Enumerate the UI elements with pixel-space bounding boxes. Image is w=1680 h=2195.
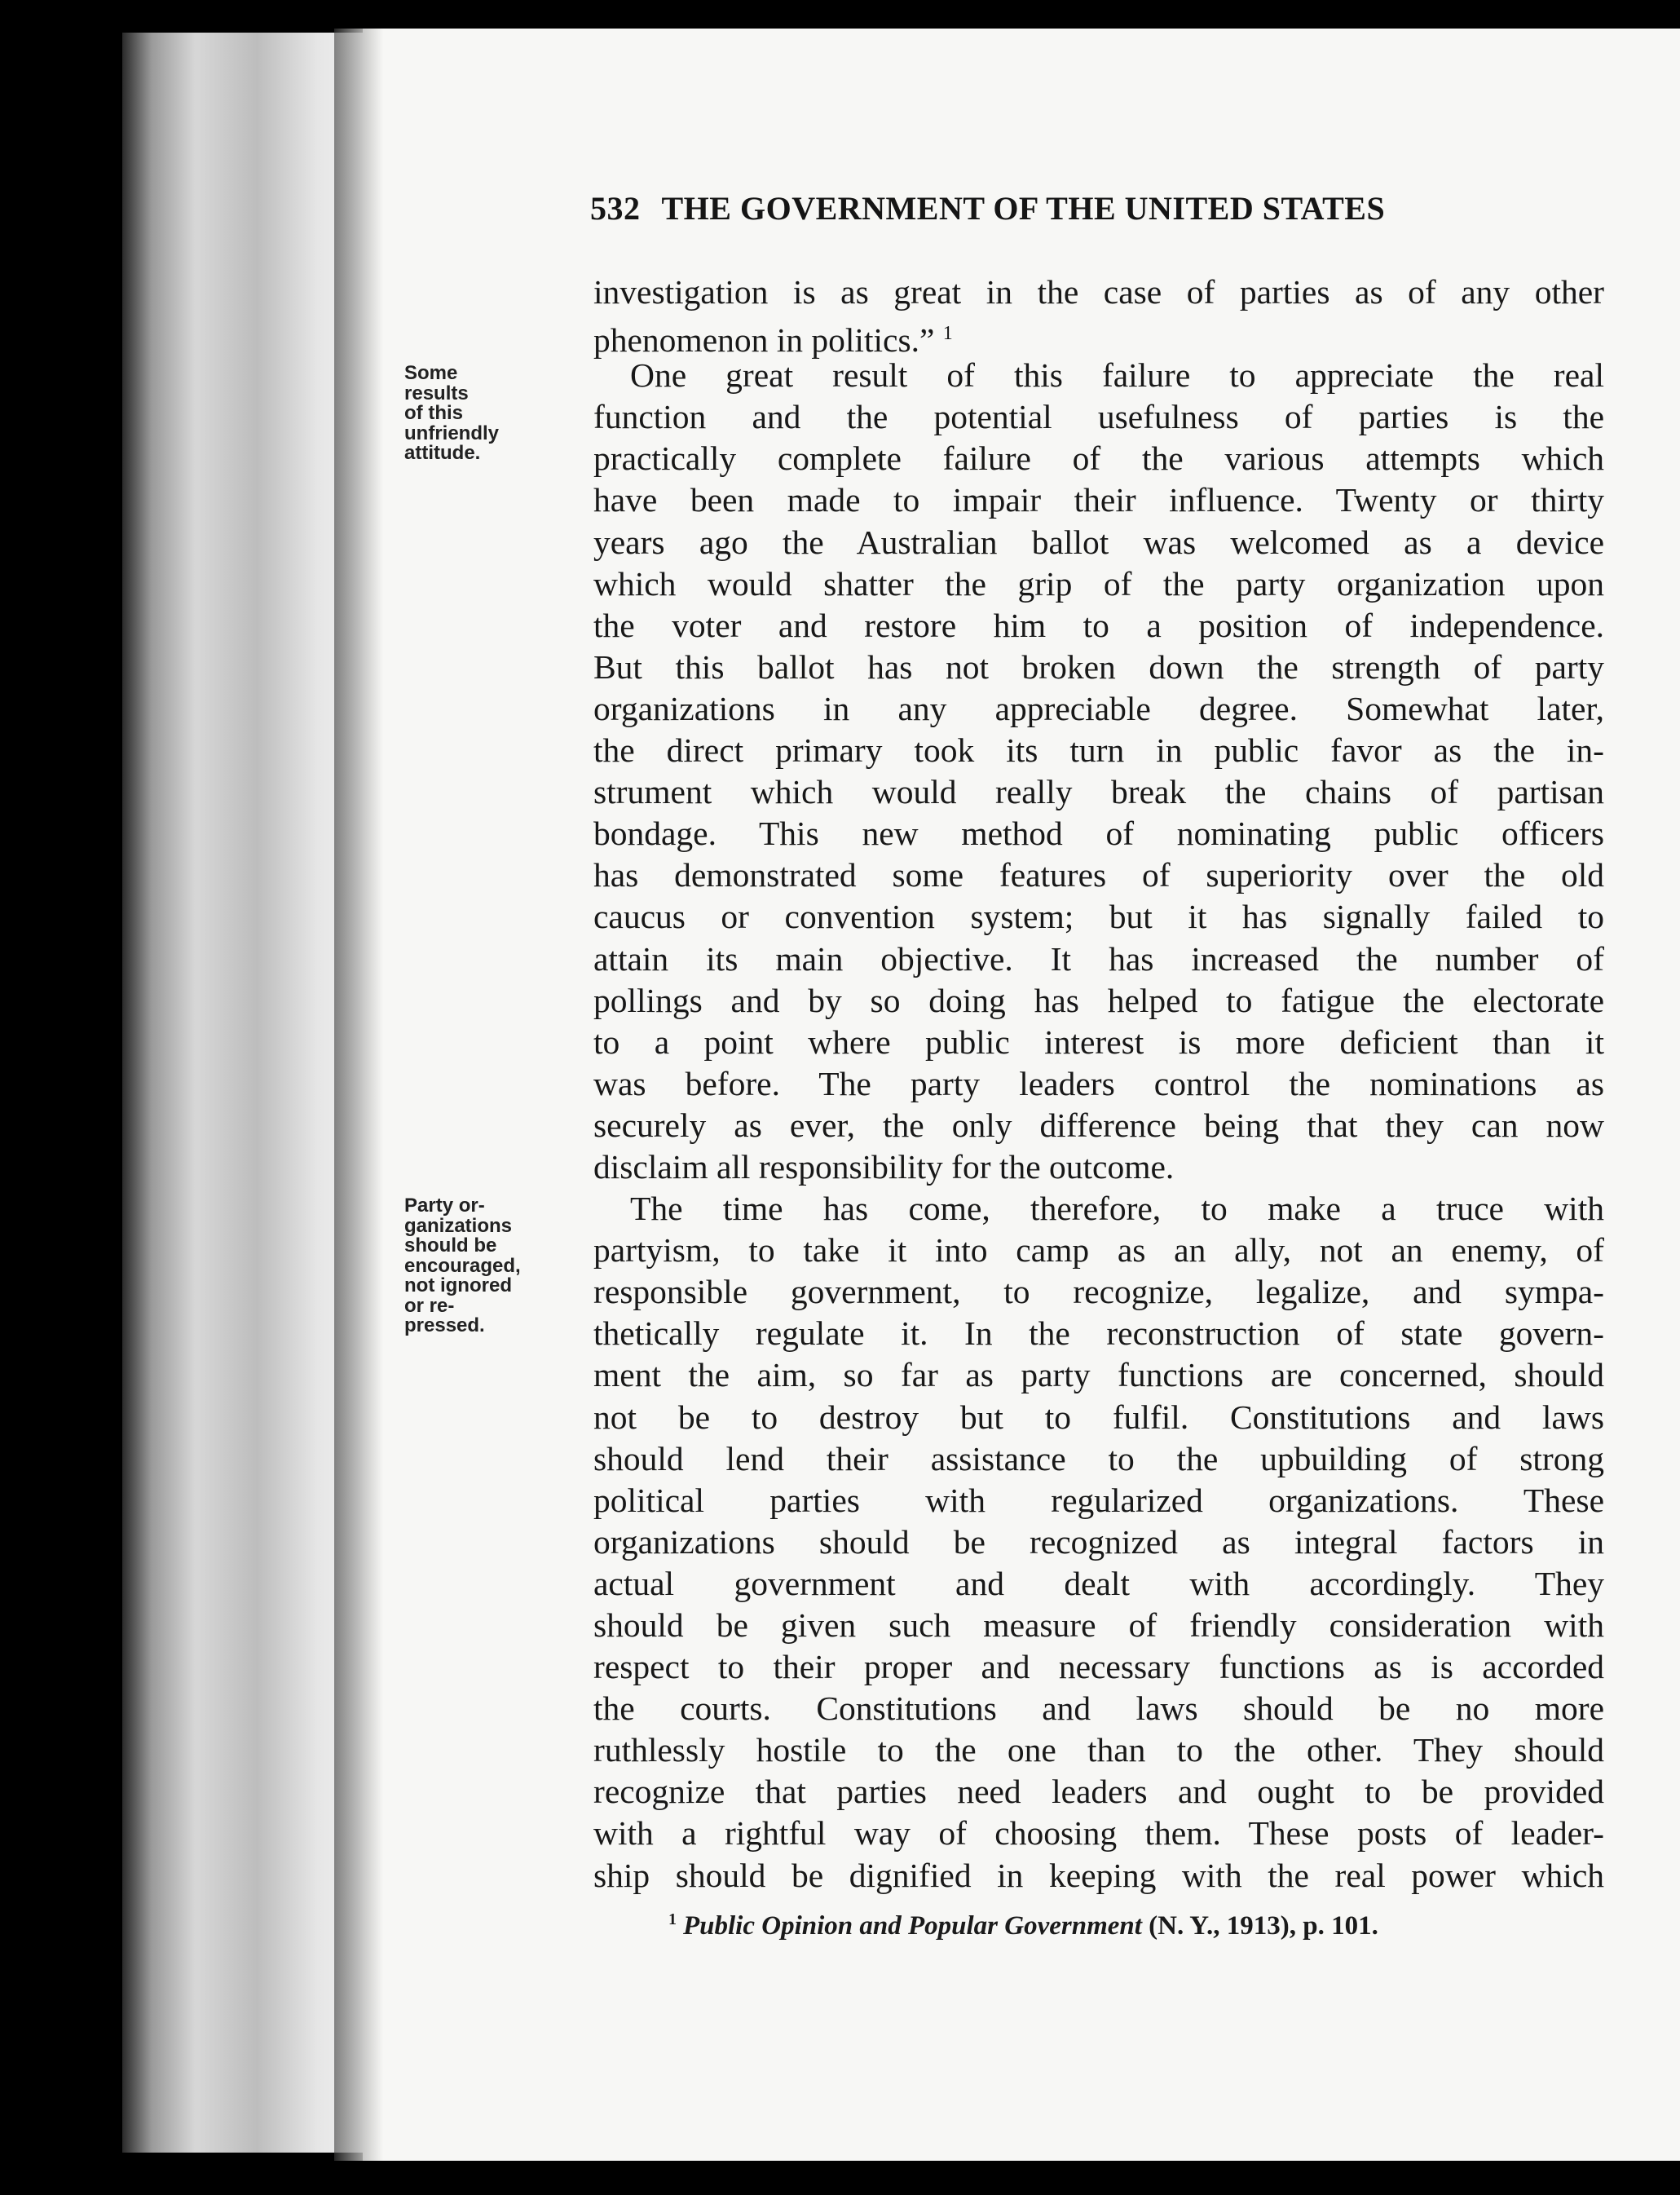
text-line: responsible government, to recognize, legalize, and sympa-	[593, 1273, 1604, 1311]
text-line: political parties with regularized organizations. These	[593, 1481, 1604, 1519]
footnote	[668, 1910, 1378, 1941]
text-line: to a point where public interest is more deficient than it	[593, 1022, 1604, 1061]
text-line: recognize that parties need leaders and ought to be provided	[593, 1773, 1604, 1811]
margin-note-line: pressed.	[404, 1314, 485, 1336]
page-number: 532	[590, 190, 641, 227]
text-line: ment the aim, so far as party functions are concerned, should	[593, 1356, 1604, 1394]
text-line: which would shatter the grip of the party organization upon	[593, 564, 1604, 603]
text-line: actual government and dealt with accordingly. They	[593, 1564, 1604, 1602]
text-line: One great result of this failure to appreciate the real	[630, 356, 1604, 395]
margin-note-line: ganizations	[404, 1214, 513, 1237]
margin-note-line: encouraged,	[404, 1254, 521, 1277]
footnote-reference: 1	[942, 323, 953, 345]
text-line: function and the potential usefulness of parties is the	[593, 398, 1604, 436]
text-line: bondage. This new method of nominating public officers	[593, 815, 1604, 853]
text-line: phenomenon in politics.”	[593, 320, 935, 359]
footnote-citation: (N. Y., 1913), p. 101.	[1149, 1911, 1378, 1941]
text-line: caucus or convention system; but it has signally failed to	[593, 898, 1604, 936]
gutter-shadow	[334, 29, 383, 2161]
text-line: ship should be dignified in keeping with the real power which	[593, 1856, 1604, 1894]
text-line: investigation is as great in the case of parties as of any other	[593, 273, 1604, 311]
text-line: But this ballot has not broken down the strength of party	[593, 647, 1604, 686]
text-line: partyism, to take it into camp as an ally, not an enemy, of	[593, 1231, 1604, 1270]
text-line: organizations in any appreciable degree. Somewhat later,	[593, 689, 1604, 727]
text-line: was before. The party leaders control the nominations as	[593, 1064, 1604, 1102]
text-line: the courts. Constitutions and laws should be no more	[593, 1689, 1604, 1728]
margin-note-party-organizations	[404, 1196, 559, 1336]
text-line: has demonstrated some features of superiority over the old	[593, 856, 1604, 894]
text-line: the direct primary took its turn in public favor as the in-	[593, 731, 1604, 770]
text-line: thetically regulate it. In the reconstruction of state govern-	[593, 1314, 1604, 1353]
margin-note-line: Party or-	[404, 1195, 485, 1217]
text-line: the voter and restore him to a position of independence.	[593, 606, 1604, 644]
text-line: attain its main objective. It has increased the number of	[593, 939, 1604, 978]
text-line: have been made to impair their influence. Twenty or thirty	[593, 481, 1604, 519]
margin-note-line: attitude.	[404, 442, 481, 464]
text-line: years ago the Australian ballot was welcomed as a device	[593, 523, 1604, 561]
text-line: strument which would really break the chains of partisan	[593, 773, 1604, 811]
footnote-marker: 1	[668, 1910, 677, 1928]
margin-note-line: unfriendly	[404, 422, 500, 444]
text-line: not be to destroy but to fulfil. Constitutions and laws	[593, 1398, 1604, 1436]
text-line-with-footnote	[593, 313, 1604, 359]
text-line: should be given such measure of friendly consideration with	[593, 1606, 1604, 1644]
margin-note-line: results	[404, 382, 469, 404]
running-header	[590, 189, 1385, 227]
text-line: practically complete failure of the various attempts which	[593, 439, 1604, 478]
running-title: THE GOVERNMENT OF THE UNITED STATES	[661, 190, 1386, 227]
text-line: pollings and by so doing has helped to fatigue the electorate	[593, 981, 1604, 1019]
margin-note-line: of this	[404, 402, 463, 424]
book-page-edges	[122, 33, 367, 2153]
margin-note-results	[404, 364, 559, 464]
text-line: The time has come, therefore, to make a truce with	[630, 1190, 1604, 1228]
text-line: securely as ever, the only difference being that they can now	[593, 1106, 1604, 1144]
margin-note-line: not ignored	[404, 1274, 512, 1296]
text-line: should lend their assistance to the upbuilding of strong	[593, 1439, 1604, 1477]
text-line: disclaim all responsibility for the outcome.	[593, 1147, 1175, 1186]
text-line: with a rightful way of choosing them. These posts of leader-	[593, 1814, 1604, 1853]
margin-note-line: or re-	[404, 1294, 455, 1317]
text-line: ruthlessly hostile to the one than to the other. They should	[593, 1731, 1604, 1769]
margin-note-line: Some	[404, 362, 458, 384]
body-text	[593, 272, 1604, 1897]
margin-note-line: should be	[404, 1234, 497, 1256]
text-line: organizations should be recognized as integral factors in	[593, 1522, 1604, 1561]
text-line: respect to their proper and necessary functions as is accorded	[593, 1648, 1604, 1686]
footnote-title: Public Opinion and Popular Government	[683, 1911, 1142, 1941]
